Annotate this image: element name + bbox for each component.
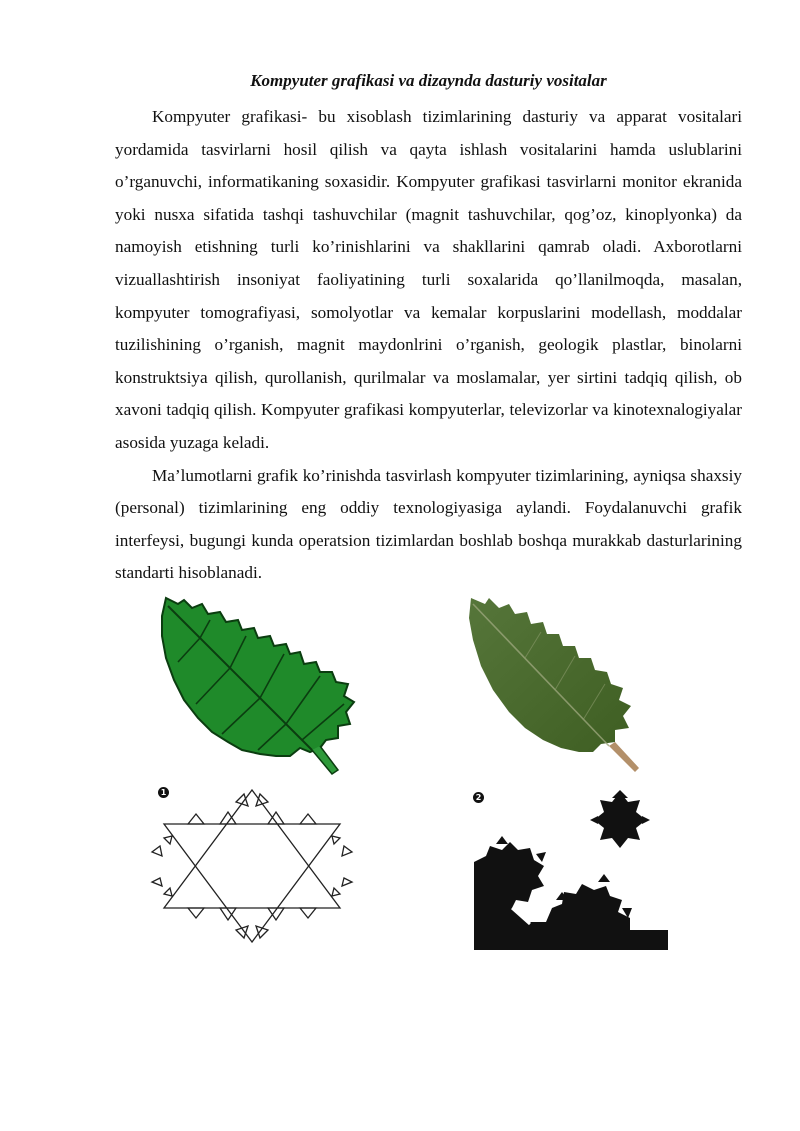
figure-label-2: 2 xyxy=(473,792,484,803)
document-title: Kompyuter grafikasi va dizaynda dasturiy vositalar xyxy=(250,71,607,90)
koch-fractal-landscape-icon xyxy=(472,790,670,950)
paragraph-2: Ma’lumotlarni grafik ko’rinishda tasvirlash kompyuter tizimlarining, ayniqsa shaxsiy (personal) tizimlarining eng oddiy texnologiyasiga aylandi. Foydalanuvchi grafik interfeysi, bugungi kunda operatsion tizimlardan boshlab boshqa murakkab dasturlarining standarti hisoblanadi. xyxy=(115,465,742,583)
figure-label-1: 1 xyxy=(158,787,169,798)
text-block xyxy=(115,71,742,590)
vector-leaf-icon xyxy=(150,592,365,782)
fractal-landscape-figure xyxy=(472,790,670,950)
photo-leaf-icon xyxy=(465,594,660,776)
koch-star-figure xyxy=(150,786,355,946)
vector-leaf-figure xyxy=(150,592,365,782)
paragraph-1: Kompyuter grafikasi- bu xisoblash tizimlarining dasturiy va apparat vositalari yordamida tasvirlarni hosil qilish va qayta ishlash vositalarini hamda uslublarini o’rganuvchi, informatikaning soxasidir. Kompyuter grafikasi tasvirlarni monitor ekranida yoki nusxa sifatida tashqi tashuvchilar (magnit tashuvchilar, qog’oz, kinoplyonka) da namoyish etishning turli ko’rinishlarini va shakllarini qamrab oladi. Axborotlarni vizuallashtirish insoniyat faoliyatining turli soxalarida qo’llanilmoqda, masalan, kompyuter tomografiyasi, somolyotlar va kemalar korpuslarini modellash, moddalar tuzilishining o’rganish, magnit maydonlrini o’rganish, geologik plastlar, binolarni konstruktsiya qilish, qurollanish, qurilmalar va moslamalar, yer sirtini tadqiq qilish, ob xavoni tadqiq qilish. Kompyuter grafikasi kompyuterlar, televizorlar va kinotexnalogiyalar asosida yuzaga keladi. xyxy=(115,107,742,452)
photo-leaf-figure xyxy=(465,594,660,776)
koch-star-icon xyxy=(150,786,355,946)
